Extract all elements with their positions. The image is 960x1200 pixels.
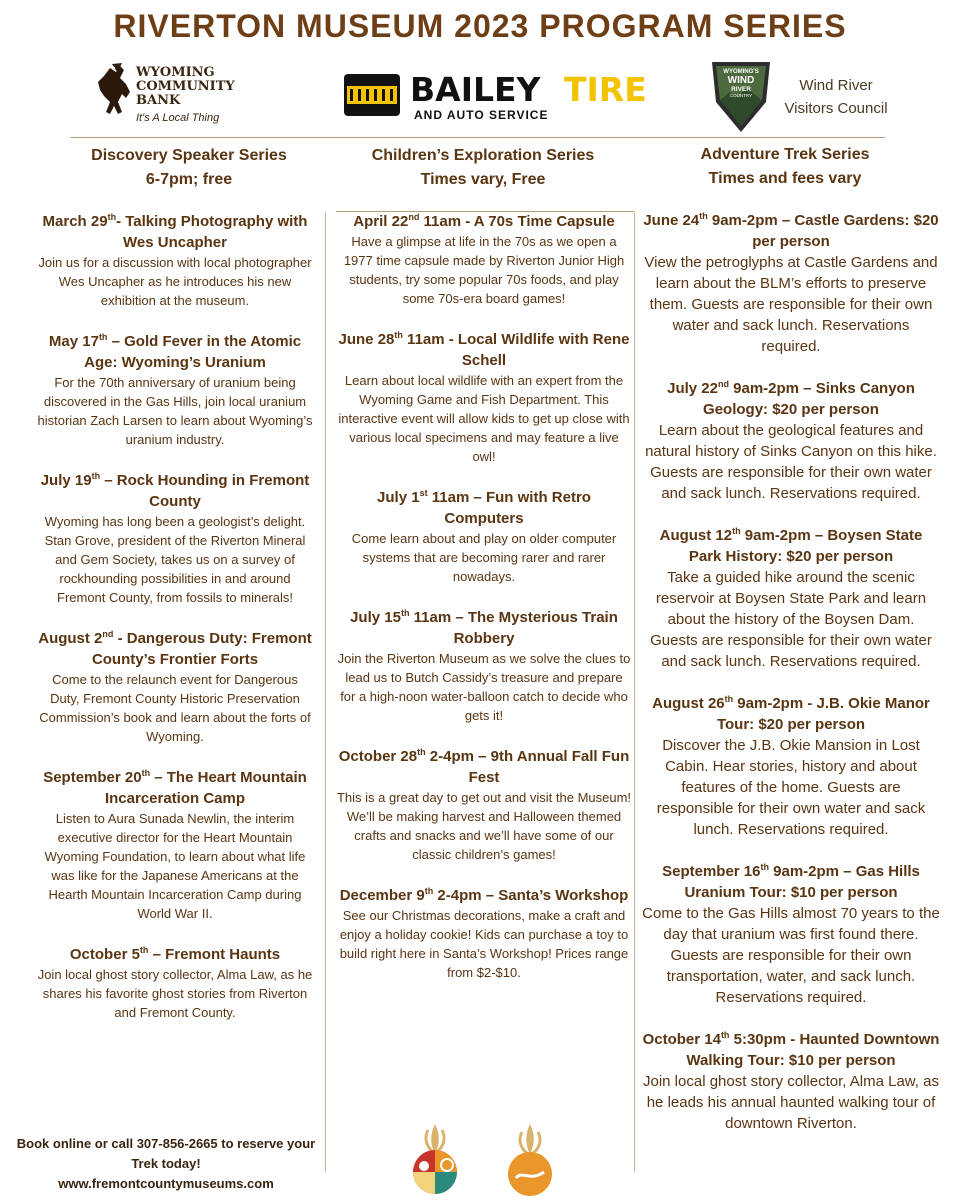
event-item [336,211,632,308]
museum-medicine-wheel-logo-icon [404,1120,466,1200]
event-item [642,525,940,672]
website-link[interactable]: www.fremontcountymuseums.com [58,1176,274,1191]
event-item [336,885,632,982]
wind-river-badge-icon [710,58,772,134]
event-title: August 12th 9am-2pm – Boysen State Park History: $20 per person [659,526,923,565]
series-header-discovery [60,144,318,192]
event-title: December 9th 2-4pm – Santa’s Workshop [339,886,629,904]
header-divider [70,137,885,138]
column-divider-left [325,212,326,1172]
wr-name [776,74,896,120]
event-item [642,378,940,504]
series-header-children [338,144,628,192]
series-name: Adventure Trek Series [700,146,870,163]
event-item [642,861,940,1008]
svg-text:WYOMING'S: WYOMING'S [723,69,759,75]
event-title: July 22nd 9am-2pm – Sinks Canyon Geology: $20 per person [667,379,915,418]
bailey-wordmark: BAILEY [410,70,541,109]
event-title: October 5th – Fremont Haunts [69,945,281,963]
bailey-tire-logo [344,70,647,122]
event-title: August 26th 9am-2pm - J.B. Okie Manor Tour: $20 per person [652,694,930,733]
wcb-line2: COMMUNITY [136,79,235,94]
event-item [642,693,940,840]
event-description: Join local ghost story collector, Alma Law, as he leads his annual haunted walking tour of downtown Riverton. [643,1073,939,1132]
event-item [36,331,314,449]
event-title: September 20th – The Heart Mountain Incarceration Camp [43,768,307,807]
event-description: Learn about the geological features and natural history of Sinks Canyon on this hike. Guests are responsible for their own water and sack lunch. Reservations required. [645,422,937,502]
series-sub: 6-7pm; free [145,171,233,188]
event-title: June 28th 11am - Local Wildlife with Rene Schell [338,330,630,369]
series-name: Discovery Speaker Series [91,147,287,164]
wcb-line1: WYOMING [136,65,215,80]
event-description: Wyoming has long been a geologist’s delight. Stan Grove, president of the Riverton Mineral and Gem Society, takes us on a survey of rockhounding possibilities in and around Fremont County, from fossils to minerals! [44,514,306,605]
column-divider-right [634,212,635,1172]
event-description: This is a great day to get out and visit the Museum! We’ll be making harvest and Halloween themed crafts and snacks and we’ll have some of our classic children’s games! [336,790,632,862]
event-item [336,607,632,725]
event-title: June 24th 9am-2pm – Castle Gardens: $20 per person [643,211,939,250]
wyoming-community-bank-logo [96,62,256,132]
event-title: May 17th – Gold Fever in the Atomic Age: Wyoming’s Uranium [48,332,302,371]
event-description: Come to the Gas Hills almost 70 years to the day that uranium was first found there. Guests are responsible for their own transportation, water, and sack lunch. Reservations required. [642,905,940,1006]
museum-logos [404,1120,564,1200]
event-description: Have a glimpse at life in the 70s as we open a 1977 time capsule made by Riverton Junior High students, try some popular 70s foods, and play some 70s-era board games! [343,234,625,306]
discovery-events [36,211,314,1043]
event-description: Join local ghost story collector, Alma Law, as he shares his favorite ghost stories from Riverton and Fremont County. [37,967,313,1020]
event-title: October 28th 2-4pm – 9th Annual Fall Fun Fest [338,747,630,786]
wcb-line3: BANK [136,93,181,108]
event-description: Come learn about and play on older computer systems that are becoming rarer and rarer nowadays. [351,531,617,584]
adventure-events [642,210,940,1155]
bailey-subtitle: AND AUTO SERVICE [414,108,549,122]
page-title: RIVERTON MUSEUM 2023 PROGRAM SERIES [113,8,847,44]
event-description: View the petroglyphs at Castle Gardens and learn about the BLM’s efforts to preserve them. Guests are responsible for their own water and sack lunch. Reservations required. [644,254,938,355]
tire-tread-icon [344,74,400,116]
svg-text:RIVER: RIVER [731,86,751,93]
series-header-adventure [650,143,920,191]
event-item [36,470,314,607]
children-events [336,211,632,1003]
event-description: Come to the relaunch event for Dangerous Duty, Fremont County Historic Preservation Commission’s book and learn about the forts of Wyoming. [39,672,311,744]
event-title: July 19th – Rock Hounding in Fremont County [40,471,310,510]
event-description: For the 70th anniversary of uranium being discovered in the Gas Hills, join local uranium historian Zach Larsen to learn about Wyoming’s uranium industry. [37,375,313,447]
event-item [336,487,632,586]
event-item [642,1029,940,1134]
svg-text:WIND: WIND [727,75,755,86]
svg-text:COUNTRY: COUNTRY [729,93,753,98]
booking-text: Book online or call 307-856-2665 to reserve your Trek today! [16,1136,316,1171]
series-name: Children’s Exploration Series [371,147,595,164]
event-item [36,211,314,310]
series-sub: Times and fees vary [708,170,862,187]
event-item [336,329,632,466]
wind-river-visitors-council-logo [710,58,900,138]
event-title: October 14th 5:30pm - Haunted Downtown Walking Tour: $10 per person [642,1030,940,1069]
event-title: July 15th 11am – The Mysterious Train Robbery [350,608,618,647]
event-description: Learn about local wildlife with an expert from the Wyoming Game and Fish Department. This interactive event will allow kids to get up close with various local specimens and may feature a live owl! [338,373,630,464]
event-title: March 29th- Talking Photography with Wes Uncapher [42,212,308,251]
event-description: Join us for a discussion with local photographer Wes Uncapher as he introduces his new exhibition at the museum. [38,255,312,308]
event-item [36,944,314,1022]
event-title: September 16th 9am-2pm – Gas Hills Uranium Tour: $10 per person [662,862,920,901]
wr-line1: Wind River [799,77,873,94]
event-description: Join the Riverton Museum as we solve the clues to lead us to Butch Cassidy’s treasure and prepare for a high-noon water-balloon catch to decide who gets it! [337,651,631,723]
event-item [36,767,314,923]
event-description: Listen to Aura Sunada Newlin, the interim executive director for the Heart Mountain Wyoming Foundation, to learn about what life was like for the Japanese Americans at the Hearth Mountain Incarceration Camp during World War II. [44,811,306,921]
wr-line2: Visitors Council [784,100,888,117]
event-item [336,746,632,864]
event-item [36,628,314,746]
event-title: July 1st 11am – Fun with Retro Computers [377,488,591,527]
bucking-horse-icon [96,62,134,126]
event-title: April 22nd 11am - A 70s Time Capsule [353,212,615,230]
booking-footer [8,1134,324,1194]
event-description: Take a guided hike around the scenic reservoir at Boysen State Park and learn about the history of the Boysen Dam. Guests are responsible for their own water and sack lunch. Reservations required. [650,569,932,670]
riverton-museum-logo-icon [500,1120,560,1200]
wcb-tagline: It's A Local Thing [136,112,220,124]
event-description: See our Christmas decorations, make a craft and enjoy a holiday cookie! Kids can purchase a toy to build right here in Santa’s Workshop! Prices range from $2-$10. [339,908,629,980]
event-description: Discover the J.B. Okie Mansion in Lost Cabin. Hear stories, history and about features of the home. Guests are responsible for their own water and sack lunch. Reservations required. [656,737,926,838]
wcb-name [136,66,235,108]
series-sub: Times vary, Free [420,171,546,188]
tire-wordmark: TIRE [564,70,647,109]
event-title: August 2nd - Dangerous Duty: Fremont County’s Frontier Forts [38,629,312,668]
event-item [642,210,940,357]
